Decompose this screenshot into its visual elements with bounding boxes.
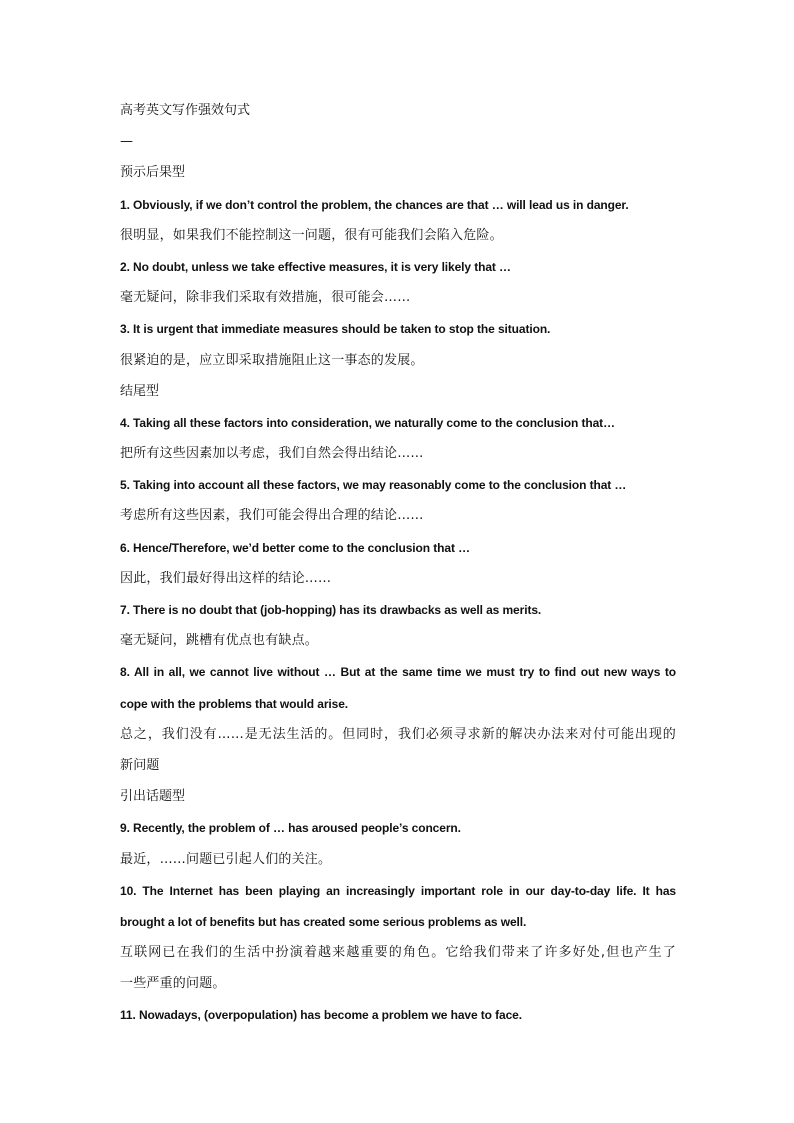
chinese-translation: 最近，……问题已引起人们的关注。 [120,851,332,867]
title-divider: — [120,134,133,150]
section-heading: 引出话题型 [120,789,186,805]
chinese-translation: 考虑所有这些因素，我们可能会得出合理的结论…… [120,508,424,524]
chinese-translation: 新问题 [120,757,160,773]
english-sentence: 2. No doubt, unless we take effective measures, it is very likely that … [120,259,511,274]
section-heading: 预示后果型 [120,165,186,181]
document-lines [120,162,676,1035]
document-body [120,100,676,1036]
english-sentence: 8. All in all, we cannot live without … But at the same time we must try to find out new ways to [120,665,676,680]
chinese-translation: 互联网已在我们的生活中扮演着越来越重要的角色。它给我们带来了许多好处,但也产生了 [120,945,676,961]
english-sentence: 11. Nowadays, (overpopulation) has become a problem we have to face. [120,1008,522,1023]
english-sentence: 3. It is urgent that immediate measures should be taken to stop the situation. [120,322,551,337]
document-title: 高考英文写作强效句式 [120,103,251,118]
english-sentence: cope with the problems that would arise. [120,696,349,711]
chinese-translation: 因此，我们最好得出这样的结论…… [120,570,332,586]
english-sentence: 5. Taking into account all these factors, we may reasonably come to the conclusion that … [120,478,627,493]
chinese-translation: 一些严重的问题。 [120,976,226,992]
chinese-translation: 毫无疑问，跳槽有优点也有缺点。 [120,633,319,649]
english-sentence: brought a lot of benefits but has created some serious problems as well. [120,914,527,929]
english-sentence: 9. Recently, the problem of … has aroused people’s concern. [120,821,461,836]
chinese-translation: 总之，我们没有……是无法生活的。但同时，我们必须寻求新的解决办法来对付可能出现的 [120,726,676,742]
chinese-translation: 很紧迫的是，应立即采取措施阻止这一事态的发展。 [120,352,424,368]
english-sentence: 4. Taking all these factors into consideration, we naturally come to the conclusion that… [120,415,615,430]
english-sentence: 6. Hence/Therefore, we’d better come to the conclusion that … [120,540,470,555]
chinese-translation: 把所有这些因素加以考虑，我们自然会得出结论…… [120,446,424,462]
section-heading: 结尾型 [120,383,160,399]
english-sentence: 7. There is no doubt that (job-hopping) has its drawbacks as well as merits. [120,603,542,617]
english-sentence: 10. The Internet has been playing an increasingly important role in our day-to-day life. It has [120,883,676,898]
chinese-translation: 很明显，如果我们不能控制这一问题，很有可能我们会陷入危险。 [120,227,503,243]
english-sentence: 1. Obviously, if we don’t control the problem, the chances are that … will lead us in danger. [120,197,629,212]
chinese-translation: 毫无疑问，除非我们采取有效措施，很可能会…… [120,290,411,306]
